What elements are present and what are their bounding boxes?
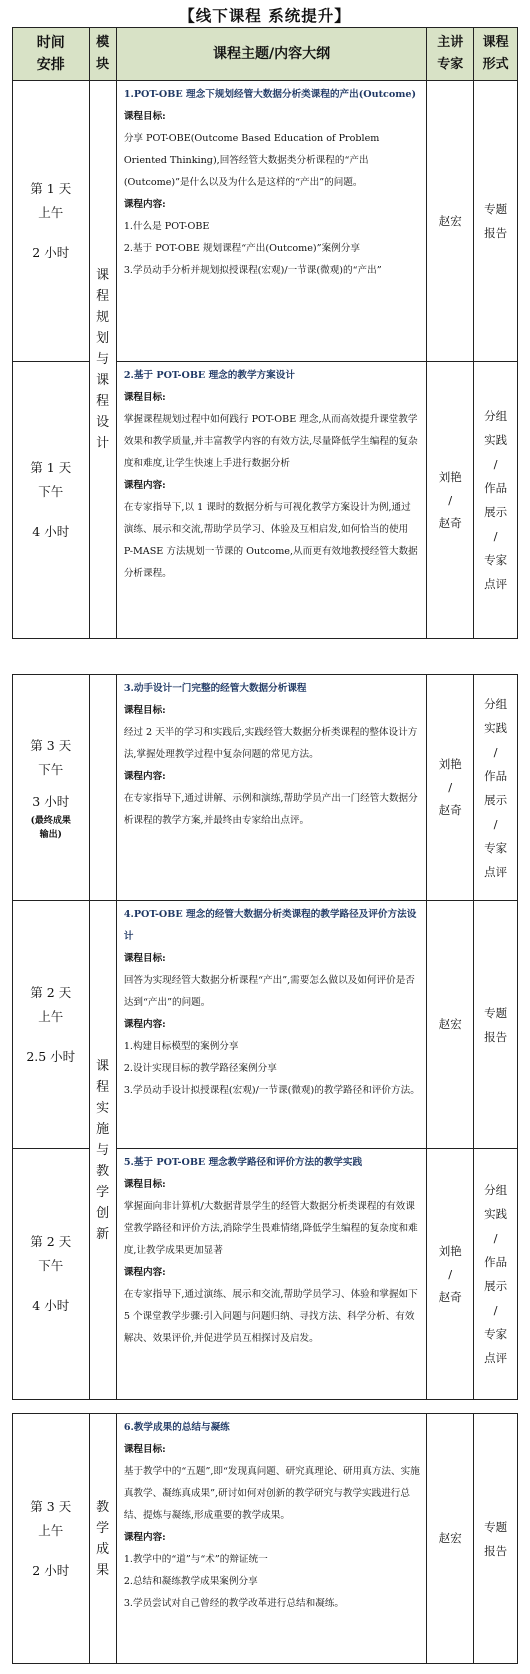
expert-cell: 赵宏 xyxy=(427,81,474,362)
table-row xyxy=(13,1414,518,1664)
form-cell: 专题 报告 xyxy=(474,1414,518,1664)
expert-cell: 刘艳 / 赵奇 xyxy=(427,362,474,639)
form-cell: 专题 报告 xyxy=(474,901,518,1149)
content-cell: 6.教学成果的总结与凝练 课程目标: 基于教学中的“五题”,即“发现真问题、研究真理论、研用真方法、实施真教学、凝练真成果”,研讨如何对创新的教学研究与教学实践进行总结、提炼与凝练,形成重要的教学成果。 课程内容: 1.教学中的“道”与“术”的辩证统一 2.总结和凝练教学成果案例分享 3.学员尝试对自己曾经的教学改革进行总结和凝练。 xyxy=(116,1414,426,1664)
content-cell: 4.POT-OBE 理念的经管大数据分析类课程的教学路径及评价方法设计 课程目标: 回答为实现经管大数据分析课程“产出”,需要怎么做以及如何评价是否达到“产出”的问题。 课程内容: 1.构建目标模型的案例分享 2.设计实现目标的教学路径案例分享 3.学员动手设计拟授课程(宏观)/一节课(微观)的教学路径和评价方法。 xyxy=(116,901,426,1149)
header-expert: 主讲 专家 xyxy=(427,28,474,81)
content-cell: 1.POT-OBE 理念下规划经管大数据分析类课程的产出(Outcome) 课程目标: 分享 POT-OBE(Outcome Based Education of Problem Oriented Thinking),回答经管大数据类分析课程的“产出(Outcome)”是什么以及为什么是这样的“产出”的问题。 课程内容: 1.什么是 POT-OBE 2.基于 POT-OBE 规划课程“产出(Outcome)”案例分享 3.学员动手分析并规划拟授课程(宏观)/一节课(微观)的“产出” xyxy=(116,81,426,362)
header-module: 模 块 xyxy=(89,28,116,81)
schedule-table-3 xyxy=(12,1413,518,1664)
module-cell: 课程实施与教学创新 xyxy=(89,901,116,1400)
expert-cell: 刘艳 / 赵奇 xyxy=(427,1149,474,1400)
time-cell: 第 2 天 上午 2.5 小时 xyxy=(13,901,90,1149)
module-cell: 教学成果 xyxy=(89,1414,116,1664)
schedule-table-2 xyxy=(12,674,518,1400)
time-cell: 第 1 天 下午 4 小时 xyxy=(13,362,90,639)
time-cell: 第 3 天 上午 2 小时 xyxy=(13,1414,90,1664)
time-cell: 第 1 天 上午 2 小时 xyxy=(13,81,90,362)
time-cell: 第 2 天 下午 4 小时 xyxy=(13,1149,90,1400)
content-cell: 3.动手设计一门完整的经管大数据分析课程 课程目标: 经过 2 天半的学习和实践后,实践经管大数据分析类课程的整体设计方法,掌握处理教学过程中复杂问题的常见方法。 课程内容: 在专家指导下,通过讲解、示例和演练,帮助学员产出一门经管大数据分析课程的教学方案,并最终由专家给出点评。 xyxy=(116,675,426,901)
form-cell: 分组 实践 / 作品 展示 / 专家 点评 xyxy=(474,675,518,901)
content-cell: 2.基于 POT-OBE 理念的教学方案设计 课程目标: 掌握课程规划过程中如何践行 POT-OBE 理念,从而高效提升课堂教学效果和教学质量,并丰富教学内容的有效方法,尽量降低学生编程的复杂度和难度,让学生快速上手进行数据分析 课程内容: 在专家指导下,以 1 课时的数据分析与可视化教学方案设计为例,通过演练、展示和交流,帮助学员学习、体验及互相启发,如何恰当的使用 P-MASE 方法规划一节课的 Outcome,从而更有效地教授经管大数据分析课程。 xyxy=(116,362,426,639)
table-row xyxy=(13,81,518,362)
table-row xyxy=(13,362,518,639)
table-row xyxy=(13,675,518,901)
content-cell: 5.基于 POT-OBE 理念教学路径和评价方法的教学实践 课程目标: 掌握面向非计算机/大数据背景学生的经管大数据分析类课程的有效课堂教学路径和评价方法,消除学生畏难情绪,降低学生编程的复杂度和难度,让教学成果更加显著 课程内容: 在专家指导下,通过演练、展示和交流,帮助学员学习、体验和掌握如下 5 个课堂教学步骤:引入问题与问题归纳、寻找方法、科学分析、有效解决、效果评价,并促进学员互相探讨及启发。 xyxy=(116,1149,426,1400)
header-topic: 课程主题/内容大纲 xyxy=(116,28,426,81)
table-header xyxy=(13,28,518,81)
form-cell: 分组 实践 / 作品 展示 / 专家 点评 xyxy=(474,362,518,639)
time-cell: 第 3 天 下午 3 小时 (最终成果 输出) xyxy=(13,675,90,901)
table-row xyxy=(13,1149,518,1400)
header-form: 课程 形式 xyxy=(474,28,518,81)
module-cell-empty xyxy=(89,675,116,901)
schedule-table-1 xyxy=(12,27,518,639)
expert-cell: 赵宏 xyxy=(427,1414,474,1664)
header-time: 时间 安排 xyxy=(13,28,90,81)
form-cell: 分组 实践 / 作品 展示 / 专家 点评 xyxy=(474,1149,518,1400)
page-title: 【线下课程 系统提升】 xyxy=(179,6,351,25)
expert-cell: 赵宏 xyxy=(427,901,474,1149)
expert-cell: 刘艳 / 赵奇 xyxy=(427,675,474,901)
module-cell: 课程规划与课程设计 xyxy=(89,81,116,639)
form-cell: 专题 报告 xyxy=(474,81,518,362)
table-row xyxy=(13,901,518,1149)
